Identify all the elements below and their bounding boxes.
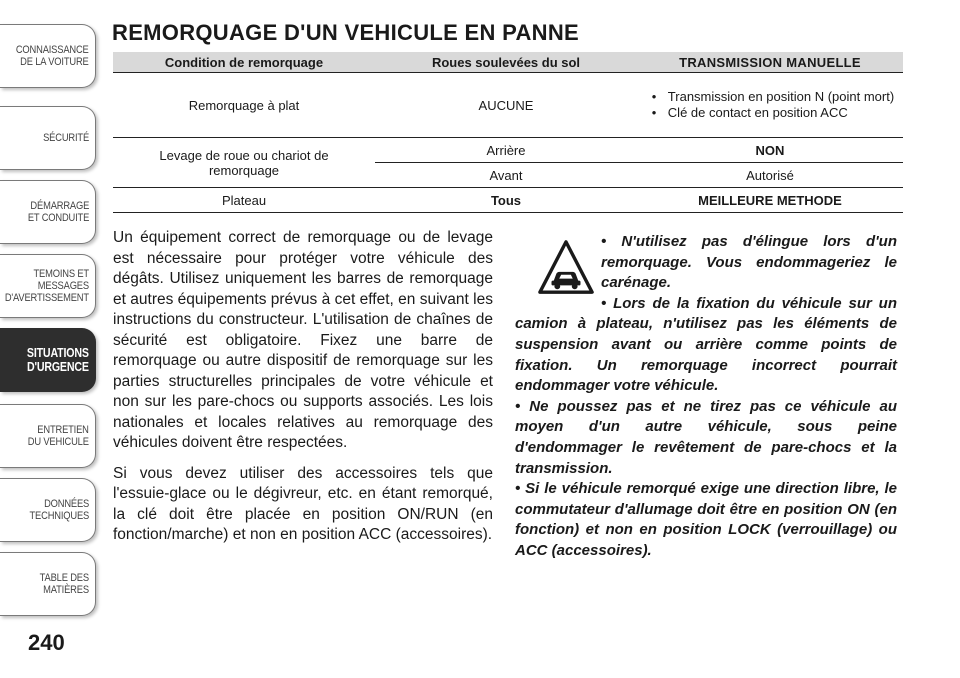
header-condition: Condition de remorquage: [113, 52, 375, 73]
cell-transmission: Autorisé: [637, 163, 903, 188]
body-text-column: [113, 228, 493, 556]
warning-car-icon: [537, 238, 595, 298]
cell-transmission: [637, 73, 903, 138]
tab-table-des-matieres[interactable]: [0, 552, 96, 616]
towing-conditions-table: [113, 52, 903, 213]
cell-wheels: Tous: [375, 188, 637, 213]
warning-item: • N'utilisez pas d'élingue lors d'un remorquage. Vous endommageriez le carénage.: [601, 233, 897, 292]
chapter-tab-nav: [0, 0, 100, 678]
body-paragraph: Si vous devez utiliser des accessoires tels que l'essuie-glace ou le dégivreur, etc. en étant remorqué, la clé doit être placée en position ON/RUN (en fonction/marche) et non en position ACC (accessoires).: [113, 464, 493, 543]
warning-item: • Lors de la fixation du véhicule sur un camion à plateau, n'utilisez pas les éléments de suspension avant ou arrière comme points de fixation. Un remorquage incorrect pourrait endommager votre véhicule.: [515, 294, 897, 395]
cell-wheels: Avant: [375, 163, 637, 188]
transmission-bullet-list: [646, 89, 894, 121]
page-title: REMORQUAGE D'UN VEHICULE EN PANNE: [112, 20, 579, 45]
tab-connaissance-de-la-voiture[interactable]: [0, 24, 96, 88]
tab-label: TEMOINS ET MESSAGES D'AVERTISSEMENT: [4, 268, 89, 304]
tab-donnees-techniques[interactable]: [0, 478, 96, 542]
tab-securite[interactable]: [0, 106, 96, 170]
tab-label: TABLE DES MATIÈRES: [39, 572, 89, 596]
page-number: 240: [28, 630, 65, 655]
tab-label: SÉCURITÉ: [43, 132, 89, 144]
warning-block: [515, 232, 897, 562]
tab-label: SITUATIONS D'URGENCE: [27, 346, 89, 374]
table-header-row: [113, 52, 903, 73]
warning-item: • Ne poussez pas et ne tirez pas ce véhicule au moyen d'un autre véhicule, sous peine d'endommager le revêtement de pare-chocs et la transmission.: [515, 397, 897, 477]
cell-transmission: MEILLEURE METHODE: [637, 188, 903, 213]
list-item: • Clé de contact en position ACC: [646, 105, 894, 121]
body-paragraph: Un équipement correct de remorquage ou de levage est nécessaire pour protéger votre véhicule des dégâts. Utilisez uniquement les barres de remorquage et autres équipements prévus à cet effet, en suivant les instructions du constructeur. L'utilisation de chaînes de sécurité est obligatoire. Fixez une barre de remorquage ou autre dispositif de remorquage sur les parties structurelles principales de votre véhicule et non sur les pare-chocs ou supports associés. Les lois nationales et locales relatives au remorquage des véhicules doivent être respectées.: [113, 229, 493, 451]
list-item: • Transmission en position N (point mort): [646, 89, 894, 105]
cell-wheels: Arrière: [375, 138, 637, 163]
tab-label: DONNÉES TECHNIQUES: [29, 498, 89, 522]
table-row: [113, 188, 903, 213]
table-row: [113, 73, 903, 138]
cell-wheels: AUCUNE: [375, 73, 637, 138]
cell-transmission: NON: [637, 138, 903, 163]
tab-label: CONNAISSANCE DE LA VOITURE: [16, 44, 89, 68]
tab-label: ENTRETIEN DU VEHICULE: [27, 424, 89, 448]
tab-demarrage-et-conduite[interactable]: [0, 180, 96, 244]
header-transmission: TRANSMISSION MANUELLE: [637, 52, 903, 73]
cell-condition: Levage de roue ou chariot de remorquage: [113, 138, 375, 188]
tab-temoins-et-messages[interactable]: [0, 254, 96, 318]
header-wheels: Roues soulevées du sol: [375, 52, 637, 73]
tab-situations-d-urgence[interactable]: [0, 328, 96, 392]
cell-condition: Remorquage à plat: [113, 73, 375, 138]
cell-condition: Plateau: [113, 188, 375, 213]
table-row: [113, 138, 903, 163]
tab-label: DÉMARRAGE ET CONDUITE: [27, 200, 90, 224]
tab-entretien-du-vehicule[interactable]: [0, 404, 96, 468]
warning-item: • Si le véhicule remorqué exige une direction libre, le commutateur d'allumage doit être en position ON (en fonction) et non en position LOCK (verrouillage) ou ACC (accessoires).: [515, 480, 897, 559]
